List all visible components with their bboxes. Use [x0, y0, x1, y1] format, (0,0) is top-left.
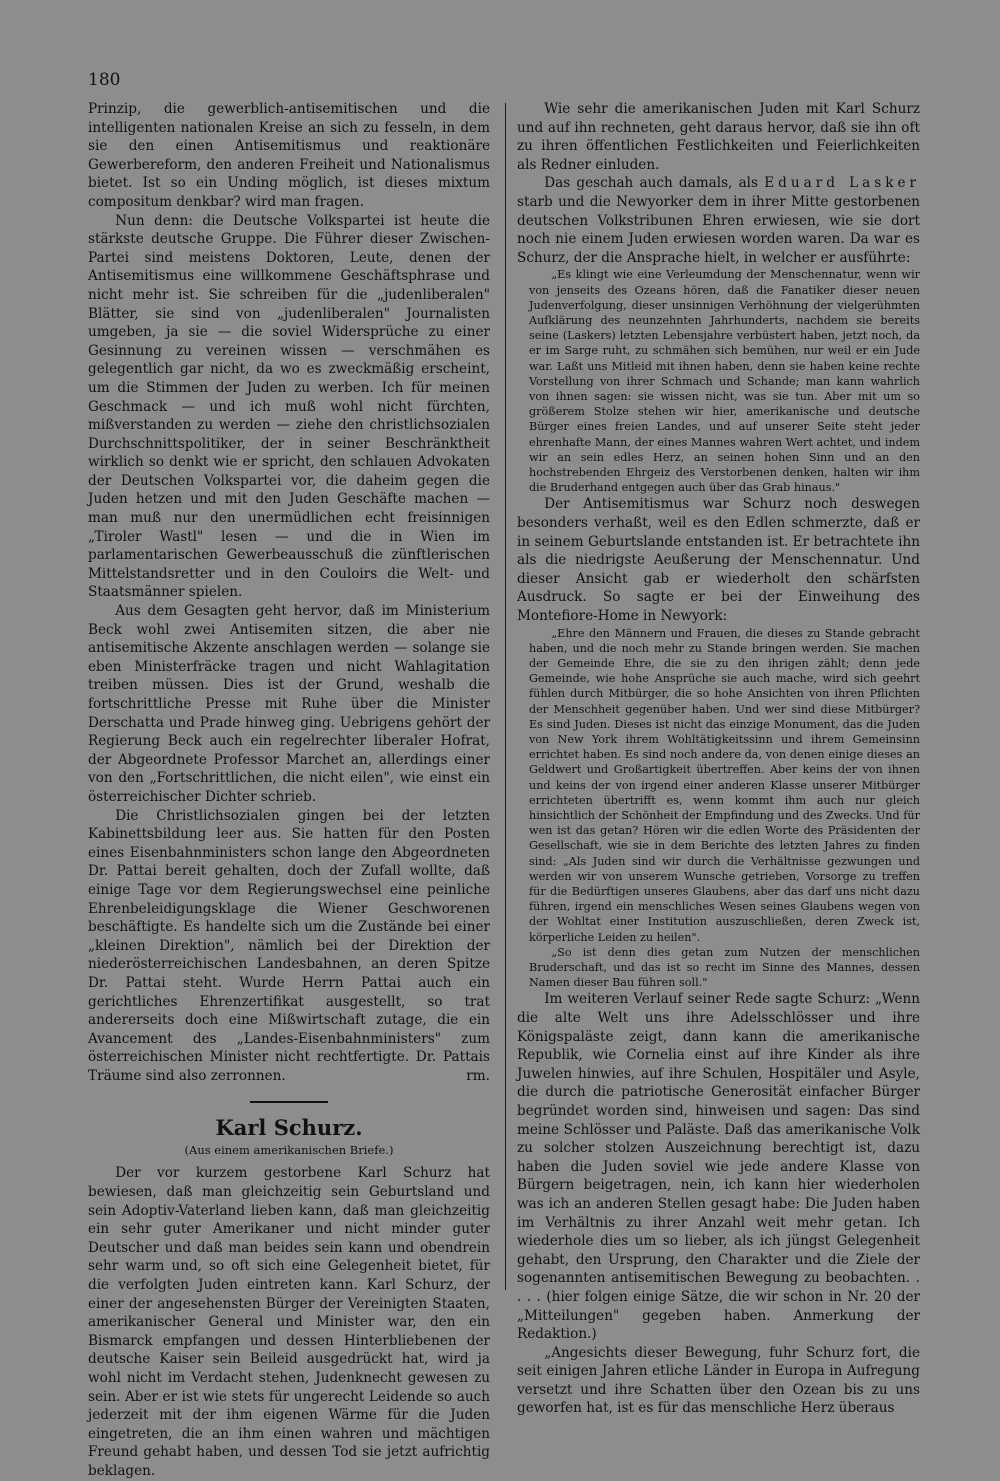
- paragraph: Der vor kurzem gestorbene Karl Schurz hat bewiesen, daß man gleichzeitig sein Geburtsland und sein Adoptiv-Vaterland lieben kann, daß man gleichzeitig ein sehr guter Amerikaner und nicht minder guter Deutscher und daß man beides sein kann und obendrein sehr warm und, so oft sich eine Gelegenheit bietet, für die verfolgten Juden eintreten kann. Karl Schurz, der einer der angesehensten Bürger der Vereinigten Staaten, amerikanischer General und Minister war, den ein Bismarck empfangen und dessen Hinterbliebenen der deutsche Kaiser sein Beileid ausgedrückt hat, wird ja wohl nicht im Verdacht stehen, Judenknecht gewesen zu sein. Aber er ist wie stets für ungerecht Leidende so auch jederzeit mit der ihm eigenen Wärme für die Juden eingetreten, die an ihm einen wahren und mächtigen Freund gehabt haben, und dessen Tod sie jetzt aufrichtig beklagen.: [88, 1165, 490, 1479]
- paragraph: Im weiteren Verlauf seiner Rede sagte Schurz: „Wenn die alte Welt uns ihre Adelsschlösser und ihre Königspaläste zeigt, dann kann die amerikanische Republik, wie Cornelia einst auf ihre Kinder als ihre Juwelen hinwies, auf ihre Schulen, Hospitäler und Asyle, die durch die patriotische Generosität einfacher Bürger begründet worden sind, hinweisen und sagen: Das sind meine Schlösser und Paläste. Daß das amerikanische Volk zu solcher stolzen Auszeichnung berechtigt ist, dazu haben die Juden soviel wie jede andere Klasse von Bürgern beigetragen, nein, ich kann hier wiederholen was ich an anderen Stellen gesagt habe: Die Juden haben im Verhältnis zu ihrer Anzahl weit mehr getan. Ich wiederhole dies um so lieber, als ich jüngst Gelegenheit gehabt, den Ursprung, den Charakter und die Ziele der sogenannten antisemitischen Bewegung zu beobachten. . . . . (hier folgen einige Sätze, die wir schon in Nr. 20 der „Mitteilungen" gegeben haben. Anmerkung der Redaktion.): [517, 991, 920, 1343]
- section-rule: [250, 1101, 328, 1103]
- page-number: 180: [88, 70, 121, 90]
- paragraph-text: starb und die Newyorker dem in ihrer Mitte gestorbenen deutschen Volkstribunen Ehren erwiesen, wie sie dort noch nie einem Juden erwiesen worden waren. Da war es Schurz, der die Ansprache hielt, in welcher er ausführte:: [517, 193, 920, 266]
- person-name: Eduard Lasker: [764, 175, 920, 192]
- paragraph: [88, 807, 490, 1086]
- paragraph: Prinzip, die gewerblich-antisemitischen und die intelligenten nationalen Kreise an sich zu fesseln, in dem sie den einen Antisemitismus und reaktionäre Gewerbereform, den anderen Freiheit und Nationalismus bietet. Ist so ein Unding möglich, ist dieses mixtum compositum denkbar? wird man fragen.: [88, 101, 490, 210]
- paragraph: [517, 174, 920, 267]
- quotation: „Ehre den Männern und Frauen, die dieses zu Stande gebracht haben, und die noch mehr zu Stande bringen werden. Sie machen der Gemeinde Ehre, die sie zu den ihrigen zählt; denn jede Gemeinde, wie hohe Ansprüche sie auch mache, wird sich geehrt fühlen durch Mitbürger, die so hohe Ansichten von ihren Pflichten der Menschheit gegenüber haben. Und wer sind diese Mitbürger? Es sind Juden. Dieses ist nicht das einzige Monument, das die Juden von New York ihrem Wohltätigkeitssinn und ihrem Gemeinsinn errichtet haben. Es sind noch andere da, von denen einige dieses an Geldwert und Großartigkeit übertreffen. Aber keins der von ihnen und keins der von irgend einer anderen Klasse unserer Mitbürger errichteten übertrifft es, wenn kommt ihm auch nur gleich hinsichtlich der Schönheit der Empfindung und des Zwecks. Und für wen ist das getan? Hören wir die edlen Worte des Präsidenten der Gesellschaft, wie sie in dem Berichte des letzten Jahres zu finden sind: „Als Juden sind wir durch die Verhältnisse gezwungen und werden wir von unserem Wunsche getrieben, Vorsorge zu treffen für die Bedürftigen unseres Glaubens, aber das darf uns nicht dazu führen, irgend ein menschliches Wesen seines Glaubens wegen von der Wohltat einer Institution auszuschließen, deren Zweck ist, körperliche Leiden zu heilen".: [529, 626, 920, 944]
- article-title: Karl Schurz.: [215, 1115, 363, 1141]
- column-divider: [505, 103, 506, 1290]
- left-column: [88, 100, 490, 1481]
- paragraph-text: Die Christlichsozialen gingen bei der letzten Kabinettsbildung leer aus. Sie hatten für den Posten eines Eisenbahnministers schon lange den Abgeordneten Dr. Pattai bereit gehalten, doch der Zufall wollte, daß einige Tage vor dem Regierungswechsel eine peinliche Ehrenbeleidigungsklage die Wiener Geschworenen beschäftigte. Es handelte sich um die Zustände bei einer „kleinen Direktion", nämlich bei der Direktion der niederösterreichischen Landesbahnen, an deren Spitze Dr. Pattai steht. Wurde Herrn Pattai auch ein gerichtliches Ehrenzertifikat ausgestellt, so trat andererseits doch eine Mißwirtschaft zutage, die ein Avancement des „Landes-Eisenbahnministers" zum österreichischen Minister nicht rechtfertigte. Dr. Pattais Träume sind also zerronnen.: [88, 807, 490, 1084]
- paragraph: Wie sehr die amerikanischen Juden mit Karl Schurz und auf ihn rechneten, geht daraus hervor, daß sie ihn oft zu ihren öffentlichen Festlichkeiten und Feierlichkeiten als Redner einluden.: [517, 101, 920, 173]
- paragraph-text: Das geschah auch damals, als: [544, 175, 759, 192]
- quotation: „So ist denn dies getan zum Nutzen der menschlichen Bruderschaft, und das ist so recht im Sinne des Mannes, dessen Namen dieser Bau führen soll.": [529, 945, 920, 990]
- right-column: [517, 100, 920, 1418]
- signature: rm.: [466, 1067, 490, 1084]
- paragraph: „Angesichts dieser Bewegung, fuhr Schurz fort, die seit einigen Jahren etliche Länder in Europa in Aufregung versetzt und ihre Schatten über den Ozean bis zu uns geworfen hat, ist es für das menschliche Herz überaus: [517, 1344, 920, 1417]
- quotation: „Es klingt wie eine Verleumdung der Menschennatur, wenn wir von jenseits des Ozeans hören, daß die Fanatiker dieser neuen Judenverfolgung, dieser unsinnigen Verhöhnung der vielgerühmten Aufklärung des neunzehnten Jahrhunderts, nachdem sie bereits seine (Laskers) letzten Lebensjahre verbüstert haben, jetzt noch, da er im Sarge ruht, zu schmähen sich bemühen, nur weil er ein Jude war. Laßt uns Mitleid mit ihnen haben, denn sie haben keine rechte Vorstellung von ihrer Schmach und Schande; man kann wahrlich von ihnen sagen: sie wissen nicht, was sie tun. Aber mit um so größerem Stolze stehen wir hier, amerikanische und deutsche Bürger eines freien Landes, und auf unserer Seite steht jeder ehrenhafte Mann, der eines Mannes wahren Wert achtet, und indem wir an sein edles Herz, an seinen hohen Sinn und an den hochstrebenden Ehrgeiz des Verstorbenen denken, halten wir ihm die Bruderhand entgegen auch über das Grab hinaus.": [529, 268, 920, 495]
- paragraph: Aus dem Gesagten geht hervor, daß im Ministerium Beck wohl zwei Antisemiten sitzen, die aber nie antisemitische Akzente anschlagen werden — solange sie eben Ministerfräcke tragen und nicht Wahlagitation treiben müssen. Dies ist der Grund, weshalb die fortschrittliche Presse mit Ruhe über die Minister Derschatta und Prade hinweg ging. Uebrigens gehört der Regierung Beck auch ein regelrechter liberaler Hofrat, der Abgeordnete Professor Marchet an, allerdings einer von den „Fortschrittlichen, die nicht eilen", wie einst ein österreichischer Dichter schrieb.: [88, 603, 490, 805]
- paragraph: Der Antisemitismus war Schurz noch deswegen besonders verhaßt, weil es den Edlen schmerzte, daß er in seinem Geburtslande entstanden ist. Er betrachtete ihn als die niedrigste Aeußerung der Menschennatur. Und dieser Ansicht gab er wiederholt den schärfsten Ausdruck. So sagte er bei der Einweihung des Montefiore-Home in Newyork:: [517, 496, 920, 624]
- article-subtitle: (Aus einem amerikanischen Briefe.): [184, 1143, 394, 1158]
- paragraph: Nun denn: die Deutsche Volkspartei ist heute die stärkste deutsche Gruppe. Die Führer dieser Zwischen-Partei sind meistens Doktoren, Leute, denen der Antisemitismus eine willkommene Geschäftsphrase und nicht mehr ist. Sie schreiben für die „judenliberalen" Blätter, sie sind von „judenliberalen" Journalisten umgeben, ja sie — die soviel Widersprüche zu einer Gesinnung zu vereinen wissen — verschmähen es gelegentlich gar nicht, da wo es zweckmäßig erscheint, um die Stimmen der Juden zu werben. Ich für meinen Geschmack — und ich muß wohl nicht fürchten, mißverstanden zu werden — ziehe den christlichsozialen Durchschnittspolitiker, der in seiner Beschränktheit wirklich so denkt wie er spricht, den schlauen Advokaten der Deutschen Volkspartei vor, die daheim gegen die Juden hetzen und mit den Juden Geschäfte machen — man muß nur den unermüdlichen echt freisinnigen „Tiroler Wastl" lesen — und die in Wien im parlamentarischen Gewerbeausschuß die zünftlerischen Mittelstandsretter und in den Couloirs die Welt- und Staatsmänner spielen.: [88, 212, 490, 601]
